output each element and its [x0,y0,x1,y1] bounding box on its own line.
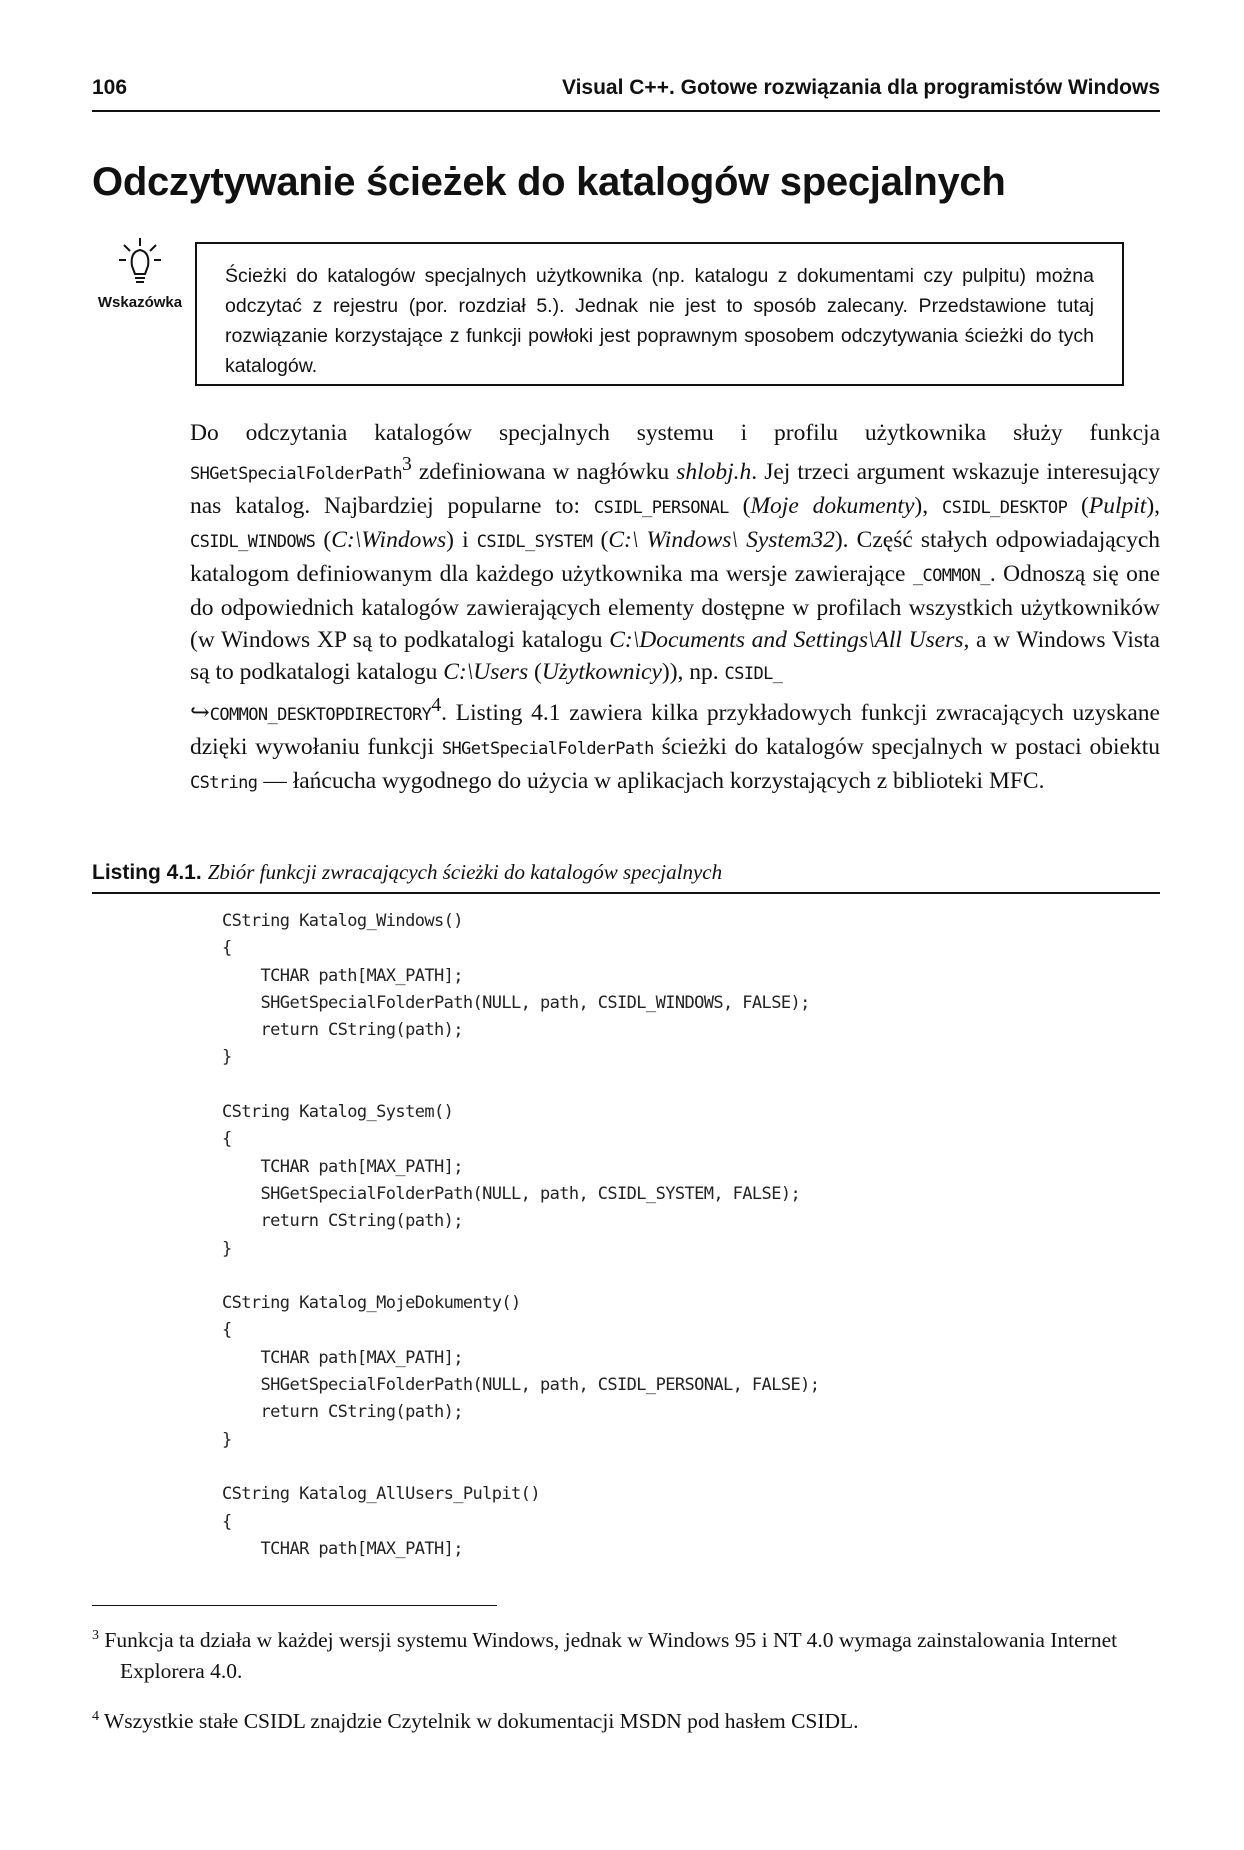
tip-box [195,242,1124,386]
italic-term: Użytkownicy [541,658,662,685]
italic-term: shlobj.h [676,458,752,485]
section-title: Odczytywanie ścieżek do katalogów specjalnych [92,160,1006,204]
listing-description: Zbiór funkcji zwracających ścieżki do katalogów specjalnych [207,860,723,884]
code-term: CSIDL_ [724,663,783,684]
book-title: Visual C++. Gotowe rozwiązania dla programistów Windows [561,76,1160,99]
text-run: ), [1146,492,1161,519]
text-run: ) i [446,526,477,553]
text-run: . Listing 4.1 zawiera kilka przykładowych funkcji zwracających uzyskane dzięki wywołaniu funkcji [190,699,1160,760]
italic-term: C:\Users [443,658,529,685]
code-term: CSIDL_SYSTEM [476,531,593,552]
footnote-ref: 3 [401,454,412,475]
code-term: CSIDL_WINDOWS [190,531,316,552]
footnote-ref: 4 [431,694,442,716]
listing-label: Listing 4.1. [92,861,202,884]
tip-label: Wskazówka [97,294,183,311]
italic-term: C:\Windows [331,526,447,553]
footnotes [92,1620,1160,1751]
running-header [92,72,1160,112]
footnote [92,1620,1160,1687]
text-run: zdefiniowana w nagłówku [411,458,677,485]
italic-term: Pulpit [1088,492,1147,519]
continuation-arrow-icon: ↪ [190,699,210,726]
code-term: _COMMON_ [912,565,990,586]
text-run: ( [728,492,751,519]
text-run: ), [914,492,942,519]
code-term: COMMON_DESKTOPDIRECTORY [209,704,432,725]
text-run: , a w Windows Vista są to podkatalogi katalogu [190,626,1160,685]
footnote [92,1701,1160,1737]
tip-marker [96,236,184,316]
body-paragraph [190,417,1160,799]
code-term: CString [190,772,258,793]
footnote-mark: 4 [92,1709,99,1725]
text-run: ( [592,526,609,553]
text-run: . Odnoszą się one do odpowiednich katalogów zawierających elementy dostępne w profilach wszystkich użytkowników (w Windows XP są to podkatalogi katalogu [190,560,1161,653]
code-term: CSIDL_DESKTOP [941,497,1068,518]
text-run: ( [315,526,332,553]
italic-term: C:\ Windows\ System32 [608,526,835,553]
text-run: ( [1067,492,1089,519]
listing-caption [92,860,1160,894]
page-number: 106 [92,76,128,99]
text-run: ( [528,658,542,685]
text-run: ). Część stałych odpowiadających katalogom definiowanym dla każdego użytkownika ma wersje zawierające [190,526,1161,587]
italic-term: Moje dokumenty [750,492,915,519]
text-run: . Jej trzeci argument wskazuje interesujący nas katalog. Najbardziej popularne to: [190,458,1160,519]
text-run: — łańcucha wygodnego do użycia w aplikacjach korzystających z biblioteki MFC. [257,767,1045,794]
tip-text: Ścieżki do katalogów specjalnych użytkownika (np. katalogu z dokumentami czy pulpitu) można odczytać z rejestru (por. rozdział 5.). Jednak nie jest to sposób zalecany. Przedstawione tutaj rozwiązanie korzystające z funkcji powłoki jest poprawnym sposobem odczytywania ścieżki do tych katalogów. [225,265,1094,377]
footnote-text: Funkcja ta działa w każdej wersji systemu Windows, jednak w Windows 95 i NT 4.0 wymaga zainstalowania Internet Explorera 4.0. [104,1628,1118,1684]
text-run: Do odczytania katalogów specjalnych systemu i profilu użytkownika służy funkcja [190,420,1160,446]
text-run: )), np. [661,658,725,685]
code-term: CSIDL_PERSONAL [593,497,729,518]
code-listing: CString Katalog_Windows() { TCHAR path[MAX_PATH]; SHGetSpecialFolderPath(NULL, path, CSIDL_WINDOWS, FALSE); return CString(path); } CString Katalog_System() { TCHAR path[MAX_PATH]; SHGetSpecialFolderPath(NULL, path, CSIDL_SYSTEM, FALSE); return CString(path); } CString Katalog_MojeDokumenty() { TCHAR path[MAX_PATH]; SHGetSpecialFolderPath(NULL, path, CSIDL_PERSONAL, FALSE); return CString(path); } CString Katalog_AllUsers_Pulpit() { TCHAR path[MAX_PATH]; [222,911,820,1559]
code-term: SHGetSpecialFolderPath [441,738,654,759]
italic-term: C:\Documents and Settings\All Users [609,626,964,653]
footnote-text: Wszystkie stałe CSIDL znajdzie Czytelnik w dokumentacji MSDN pod hasłem CSIDL. [104,1709,859,1734]
footnote-divider [92,1605,497,1606]
lightbulb-icon [118,236,162,292]
footnote-mark: 3 [92,1628,99,1643]
code-term: SHGetSpecialFolderPath [190,463,402,484]
text-run: ścieżki do katalogów specjalnych w postaci obiektu [653,733,1160,760]
